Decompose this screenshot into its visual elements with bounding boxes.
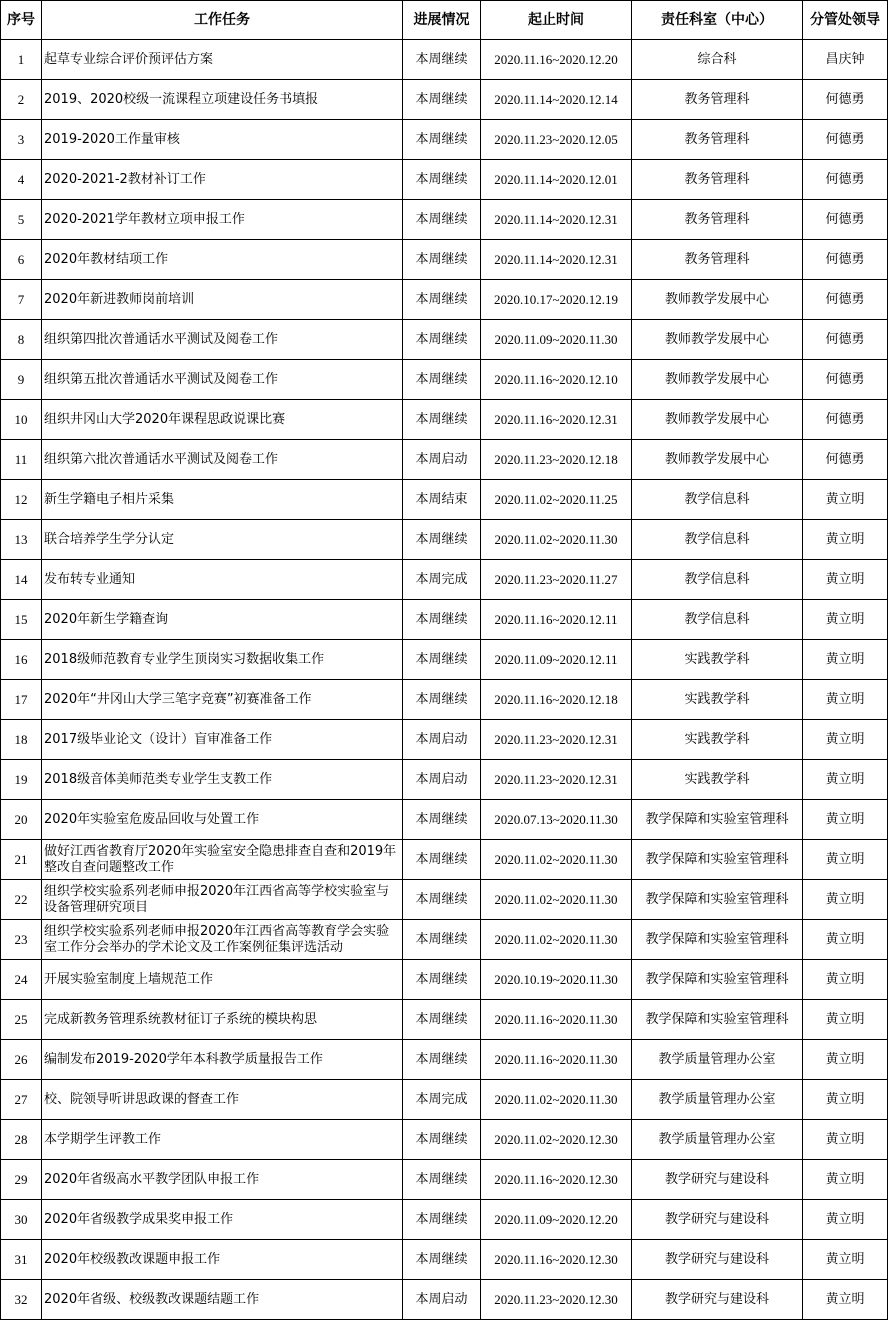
cell-status: 本周继续: [403, 240, 481, 280]
cell-task: 新生学籍电子相片采集: [42, 480, 403, 520]
cell-leader: 黄立明: [803, 920, 888, 960]
cell-seq: 21: [1, 840, 42, 880]
table-row: [1, 760, 888, 800]
cell-department: 教师教学发展中心: [632, 400, 803, 440]
cell-task: 组织学校实验系列老师申报2020年江西省高等教育学会实验室工作分会举办的学术论文及工作案例征集评选活动: [42, 920, 403, 960]
cell-seq: 14: [1, 560, 42, 600]
cell-leader: 何德勇: [803, 280, 888, 320]
cell-leader: 何德勇: [803, 240, 888, 280]
cell-seq: 4: [1, 160, 42, 200]
table-row: [1, 280, 888, 320]
cell-task: 2020年校级教改课题申报工作: [42, 1240, 403, 1280]
cell-task: 2020年实验室危废品回收与处置工作: [42, 800, 403, 840]
cell-period: 2020.11.14~2020.12.31: [481, 200, 632, 240]
cell-seq: 19: [1, 760, 42, 800]
cell-department: 教务管理科: [632, 200, 803, 240]
table-row: [1, 440, 888, 480]
cell-seq: 29: [1, 1160, 42, 1200]
cell-seq: 3: [1, 120, 42, 160]
cell-leader: 何德勇: [803, 200, 888, 240]
cell-seq: 20: [1, 800, 42, 840]
cell-department: 教学质量管理办公室: [632, 1080, 803, 1120]
cell-period: 2020.11.23~2020.12.31: [481, 720, 632, 760]
cell-department: 教学信息科: [632, 560, 803, 600]
cell-leader: 何德勇: [803, 400, 888, 440]
cell-seq: 17: [1, 680, 42, 720]
cell-leader: 黄立明: [803, 960, 888, 1000]
table-row: [1, 80, 888, 120]
table-row: [1, 1080, 888, 1120]
table-row: [1, 40, 888, 80]
cell-department: 教务管理科: [632, 240, 803, 280]
cell-period: 2020.11.23~2020.12.31: [481, 760, 632, 800]
cell-period: 2020.11.02~2020.11.25: [481, 480, 632, 520]
cell-period: 2020.11.14~2020.12.01: [481, 160, 632, 200]
cell-leader: 何德勇: [803, 80, 888, 120]
cell-leader: 何德勇: [803, 320, 888, 360]
cell-period: 2020.10.19~2020.11.30: [481, 960, 632, 1000]
cell-department: 教学保障和实验室管理科: [632, 800, 803, 840]
cell-period: 2020.11.16~2020.11.30: [481, 1000, 632, 1040]
header-status: 进展情况: [403, 1, 481, 40]
cell-department: 教学保障和实验室管理科: [632, 840, 803, 880]
cell-leader: 黄立明: [803, 840, 888, 880]
table-row: [1, 400, 888, 440]
cell-seq: 9: [1, 360, 42, 400]
table-row: [1, 360, 888, 400]
table-row: [1, 1280, 888, 1320]
cell-department: 实践教学科: [632, 640, 803, 680]
cell-leader: 黄立明: [803, 560, 888, 600]
cell-status: 本周继续: [403, 800, 481, 840]
cell-department: 实践教学科: [632, 720, 803, 760]
header-task: 工作任务: [42, 1, 403, 40]
cell-task: 2020-2021学年教材立项申报工作: [42, 200, 403, 240]
cell-status: 本周继续: [403, 1240, 481, 1280]
cell-department: 教学保障和实验室管理科: [632, 960, 803, 1000]
cell-leader: 黄立明: [803, 1160, 888, 1200]
cell-seq: 1: [1, 40, 42, 80]
header-row: [1, 1, 888, 40]
table-row: [1, 200, 888, 240]
cell-status: 本周启动: [403, 760, 481, 800]
cell-period: 2020.11.09~2020.12.20: [481, 1200, 632, 1240]
cell-task: 组织井冈山大学2020年课程思政说课比赛: [42, 400, 403, 440]
cell-task: 组织第六批次普通话水平测试及阅卷工作: [42, 440, 403, 480]
cell-department: 教学研究与建设科: [632, 1280, 803, 1320]
cell-period: 2020.11.16~2020.11.30: [481, 1040, 632, 1080]
cell-period: 2020.10.17~2020.12.19: [481, 280, 632, 320]
cell-status: 本周继续: [403, 160, 481, 200]
cell-leader: 黄立明: [803, 680, 888, 720]
table-row: [1, 1040, 888, 1080]
cell-task: 组织学校实验系列老师申报2020年江西省高等学校实验室与设备管理研究项目: [42, 880, 403, 920]
cell-department: 教学保障和实验室管理科: [632, 920, 803, 960]
cell-seq: 5: [1, 200, 42, 240]
cell-leader: 黄立明: [803, 880, 888, 920]
cell-status: 本周继续: [403, 920, 481, 960]
header-seq: 序号: [1, 1, 42, 40]
cell-status: 本周继续: [403, 640, 481, 680]
cell-seq: 27: [1, 1080, 42, 1120]
cell-seq: 6: [1, 240, 42, 280]
cell-period: 2020.11.02~2020.11.30: [481, 1080, 632, 1120]
cell-period: 2020.11.02~2020.11.30: [481, 840, 632, 880]
cell-period: 2020.11.14~2020.12.31: [481, 240, 632, 280]
cell-department: 教学信息科: [632, 480, 803, 520]
table-row: [1, 800, 888, 840]
cell-department: 教学质量管理办公室: [632, 1040, 803, 1080]
cell-period: 2020.11.09~2020.11.30: [481, 320, 632, 360]
cell-seq: 7: [1, 280, 42, 320]
cell-seq: 12: [1, 480, 42, 520]
cell-task: 做好江西省教育厅2020年实验室安全隐患排查自查和2019年整改自查问题整改工作: [42, 840, 403, 880]
cell-department: 教学研究与建设科: [632, 1240, 803, 1280]
table-row: [1, 320, 888, 360]
cell-seq: 18: [1, 720, 42, 760]
cell-period: 2020.11.23~2020.12.05: [481, 120, 632, 160]
table-row: [1, 600, 888, 640]
cell-status: 本周继续: [403, 40, 481, 80]
table-row: [1, 480, 888, 520]
cell-period: 2020.11.16~2020.12.10: [481, 360, 632, 400]
cell-status: 本周继续: [403, 840, 481, 880]
cell-status: 本周继续: [403, 680, 481, 720]
cell-period: 2020.11.23~2020.11.27: [481, 560, 632, 600]
cell-task: 2017级毕业论文（设计）盲审准备工作: [42, 720, 403, 760]
header-leader: 分管处领导: [803, 1, 888, 40]
cell-department: 教学保障和实验室管理科: [632, 1000, 803, 1040]
cell-task: 发布转专业通知: [42, 560, 403, 600]
cell-leader: 黄立明: [803, 640, 888, 680]
table-row: [1, 1160, 888, 1200]
cell-task: 2020年新进教师岗前培训: [42, 280, 403, 320]
cell-leader: 黄立明: [803, 1280, 888, 1320]
cell-period: 2020.11.02~2020.12.30: [481, 1120, 632, 1160]
cell-seq: 24: [1, 960, 42, 1000]
table-row: [1, 680, 888, 720]
cell-leader: 何德勇: [803, 440, 888, 480]
table-row: [1, 560, 888, 600]
cell-status: 本周继续: [403, 1160, 481, 1200]
cell-status: 本周继续: [403, 960, 481, 1000]
cell-status: 本周继续: [403, 880, 481, 920]
cell-task: 2018级师范教育专业学生顶岗实习数据收集工作: [42, 640, 403, 680]
cell-seq: 31: [1, 1240, 42, 1280]
cell-status: 本周继续: [403, 520, 481, 560]
cell-department: 教学保障和实验室管理科: [632, 880, 803, 920]
cell-status: 本周继续: [403, 320, 481, 360]
cell-seq: 25: [1, 1000, 42, 1040]
cell-department: 教学研究与建设科: [632, 1200, 803, 1240]
cell-status: 本周继续: [403, 80, 481, 120]
cell-status: 本周继续: [403, 600, 481, 640]
cell-period: 2020.11.16~2020.12.30: [481, 1240, 632, 1280]
table-row: [1, 880, 888, 920]
cell-period: 2020.07.13~2020.11.30: [481, 800, 632, 840]
cell-task: 2020年省级教学成果奖申报工作: [42, 1200, 403, 1240]
cell-task: 开展实验室制度上墙规范工作: [42, 960, 403, 1000]
cell-task: 2020年新生学籍查询: [42, 600, 403, 640]
cell-task: 2020年教材结项工作: [42, 240, 403, 280]
cell-leader: 黄立明: [803, 760, 888, 800]
cell-department: 教学信息科: [632, 520, 803, 560]
cell-seq: 10: [1, 400, 42, 440]
cell-period: 2020.11.09~2020.12.11: [481, 640, 632, 680]
cell-period: 2020.11.02~2020.11.30: [481, 880, 632, 920]
cell-department: 教学信息科: [632, 600, 803, 640]
cell-status: 本周继续: [403, 1040, 481, 1080]
cell-department: 教师教学发展中心: [632, 360, 803, 400]
cell-leader: 黄立明: [803, 1000, 888, 1040]
cell-period: 2020.11.16~2020.12.30: [481, 1160, 632, 1200]
cell-period: 2020.11.16~2020.12.20: [481, 40, 632, 80]
table-row: [1, 960, 888, 1000]
table-row: [1, 920, 888, 960]
cell-task: 组织第四批次普通话水平测试及阅卷工作: [42, 320, 403, 360]
cell-task: 2019-2020工作量审核: [42, 120, 403, 160]
cell-period: 2020.11.02~2020.11.30: [481, 920, 632, 960]
table-body: [1, 40, 888, 1320]
cell-leader: 黄立明: [803, 720, 888, 760]
cell-department: 教学研究与建设科: [632, 1160, 803, 1200]
cell-leader: 黄立明: [803, 480, 888, 520]
cell-task: 完成新教务管理系统教材征订子系统的模块构思: [42, 1000, 403, 1040]
cell-status: 本周继续: [403, 200, 481, 240]
table-row: [1, 520, 888, 560]
table-row: [1, 1240, 888, 1280]
cell-status: 本周继续: [403, 1120, 481, 1160]
cell-status: 本周继续: [403, 400, 481, 440]
table-row: [1, 160, 888, 200]
cell-seq: 32: [1, 1280, 42, 1320]
cell-department: 综合科: [632, 40, 803, 80]
cell-task: 2020年“井冈山大学三笔字竞赛”初赛准备工作: [42, 680, 403, 720]
cell-task: 2019、2020校级一流课程立项建设任务书填报: [42, 80, 403, 120]
table-row: [1, 120, 888, 160]
cell-seq: 15: [1, 600, 42, 640]
cell-status: 本周继续: [403, 280, 481, 320]
table-row: [1, 840, 888, 880]
cell-seq: 2: [1, 80, 42, 120]
cell-task: 2020年省级高水平教学团队申报工作: [42, 1160, 403, 1200]
cell-task: 本学期学生评教工作: [42, 1120, 403, 1160]
cell-task: 起草专业综合评价预评估方案: [42, 40, 403, 80]
cell-department: 实践教学科: [632, 760, 803, 800]
cell-department: 教师教学发展中心: [632, 280, 803, 320]
cell-seq: 11: [1, 440, 42, 480]
cell-task: 2020年省级、校级教改课题结题工作: [42, 1280, 403, 1320]
cell-leader: 黄立明: [803, 800, 888, 840]
cell-leader: 黄立明: [803, 1080, 888, 1120]
cell-department: 实践教学科: [632, 680, 803, 720]
cell-status: 本周结束: [403, 480, 481, 520]
cell-period: 2020.11.16~2020.12.31: [481, 400, 632, 440]
cell-leader: 何德勇: [803, 160, 888, 200]
cell-period: 2020.11.02~2020.11.30: [481, 520, 632, 560]
table-header: [1, 1, 888, 40]
cell-department: 教务管理科: [632, 160, 803, 200]
cell-leader: 昌庆钟: [803, 40, 888, 80]
cell-leader: 何德勇: [803, 360, 888, 400]
cell-status: 本周完成: [403, 560, 481, 600]
cell-status: 本周启动: [403, 1280, 481, 1320]
cell-department: 教师教学发展中心: [632, 320, 803, 360]
cell-status: 本周继续: [403, 1200, 481, 1240]
cell-period: 2020.11.16~2020.12.11: [481, 600, 632, 640]
table-row: [1, 720, 888, 760]
header-department: 责任科室（中心）: [632, 1, 803, 40]
cell-leader: 黄立明: [803, 600, 888, 640]
cell-department: 教学质量管理办公室: [632, 1120, 803, 1160]
cell-leader: 黄立明: [803, 1040, 888, 1080]
cell-seq: 26: [1, 1040, 42, 1080]
table-row: [1, 1200, 888, 1240]
cell-task: 2018级音体美师范类专业学生支教工作: [42, 760, 403, 800]
table-row: [1, 1000, 888, 1040]
cell-department: 教师教学发展中心: [632, 440, 803, 480]
cell-task: 编制发布2019-2020学年本科教学质量报告工作: [42, 1040, 403, 1080]
cell-task: 校、院领导听讲思政课的督查工作: [42, 1080, 403, 1120]
cell-status: 本周完成: [403, 1080, 481, 1120]
table-row: [1, 240, 888, 280]
cell-status: 本周继续: [403, 360, 481, 400]
cell-seq: 13: [1, 520, 42, 560]
cell-task: 2020-2021-2教材补订工作: [42, 160, 403, 200]
header-period: 起止时间: [481, 1, 632, 40]
cell-status: 本周继续: [403, 120, 481, 160]
cell-period: 2020.11.23~2020.12.30: [481, 1280, 632, 1320]
cell-task: 联合培养学生学分认定: [42, 520, 403, 560]
table-row: [1, 640, 888, 680]
cell-seq: 28: [1, 1120, 42, 1160]
cell-seq: 30: [1, 1200, 42, 1240]
cell-leader: 黄立明: [803, 1120, 888, 1160]
cell-status: 本周继续: [403, 1000, 481, 1040]
cell-seq: 22: [1, 880, 42, 920]
cell-seq: 23: [1, 920, 42, 960]
cell-task: 组织第五批次普通话水平测试及阅卷工作: [42, 360, 403, 400]
cell-leader: 黄立明: [803, 1200, 888, 1240]
cell-status: 本周启动: [403, 440, 481, 480]
cell-status: 本周启动: [403, 720, 481, 760]
cell-department: 教务管理科: [632, 120, 803, 160]
cell-seq: 8: [1, 320, 42, 360]
cell-leader: 黄立明: [803, 1240, 888, 1280]
cell-leader: 何德勇: [803, 120, 888, 160]
cell-period: 2020.11.16~2020.12.18: [481, 680, 632, 720]
cell-period: 2020.11.14~2020.12.14: [481, 80, 632, 120]
table-row: [1, 1120, 888, 1160]
cell-department: 教务管理科: [632, 80, 803, 120]
cell-seq: 16: [1, 640, 42, 680]
cell-leader: 黄立明: [803, 520, 888, 560]
cell-period: 2020.11.23~2020.12.18: [481, 440, 632, 480]
